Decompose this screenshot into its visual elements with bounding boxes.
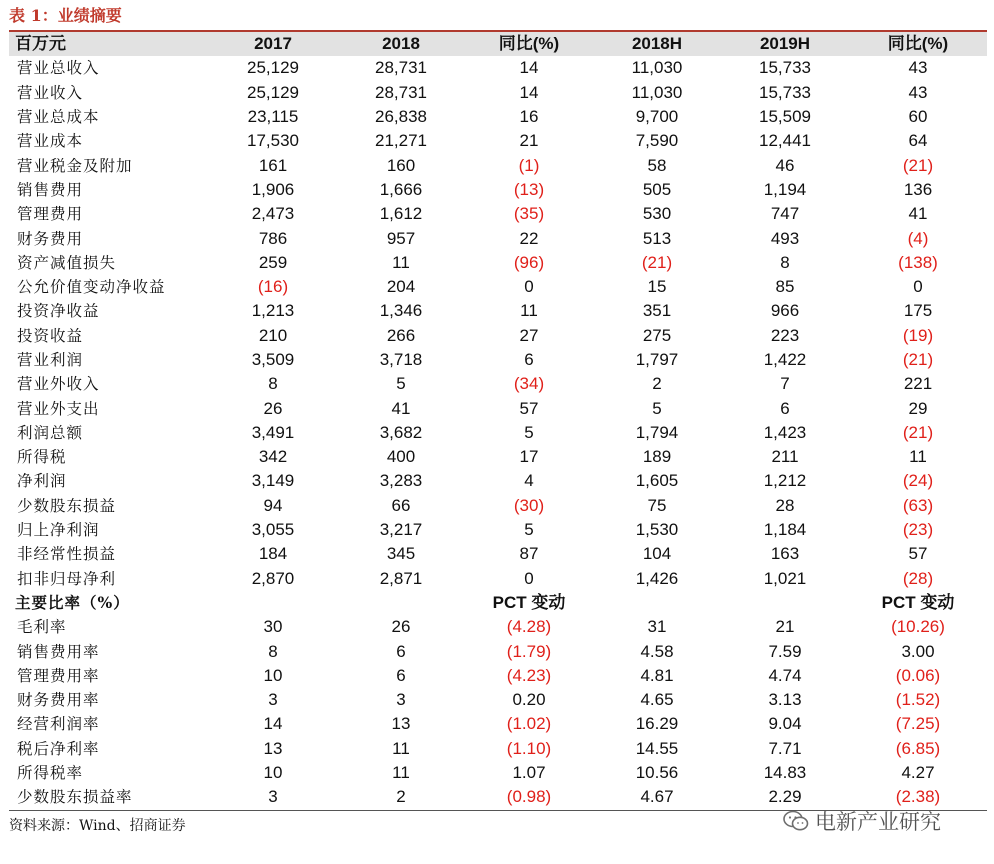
table-row xyxy=(9,445,987,469)
table-cell: PCT 变动 xyxy=(881,592,955,612)
table-cell xyxy=(337,591,465,615)
table-cell: 2 xyxy=(652,374,662,394)
table-cell: 2,473 xyxy=(251,204,295,224)
table-cell: PCT 变动 xyxy=(492,592,566,612)
table-cell: (138) xyxy=(898,252,938,272)
table-cell: 3.13 xyxy=(768,690,802,710)
table-cell: (1.52) xyxy=(895,690,941,710)
table-row xyxy=(9,664,987,688)
table-row xyxy=(9,639,987,663)
table-cell: 5 xyxy=(524,422,534,442)
table-cell: 57 xyxy=(519,398,539,418)
row-label: 销售费用率 xyxy=(17,642,100,661)
table-cell: 266 xyxy=(386,325,416,345)
table-cell: 11 xyxy=(392,252,410,272)
row-label: 少数股东损益率 xyxy=(9,785,209,810)
table-cell: 1.07 xyxy=(512,763,546,783)
table-cell: 43 xyxy=(908,58,928,78)
table-row xyxy=(9,153,987,177)
table-cell: 493 xyxy=(770,228,800,248)
table-cell: 43 xyxy=(908,82,928,102)
table-cell: (21) xyxy=(902,155,934,175)
row-label: 营业成本 xyxy=(17,132,84,151)
table-cell: 160 xyxy=(386,155,416,175)
table-cell: (21) xyxy=(902,422,934,442)
row-label: 营业总收入 xyxy=(17,59,100,78)
table-cell: 14.55 xyxy=(635,738,679,758)
table-cell: 16.29 xyxy=(635,714,679,734)
watermark-text: 电新产业研究 xyxy=(815,810,941,834)
table-cell: 1,797 xyxy=(635,350,679,369)
table-title: 表 1：业绩摘要 xyxy=(9,6,122,25)
row-label: 所得税率 xyxy=(17,764,84,783)
row-label: 营业收入 xyxy=(17,83,84,102)
table-cell: 11,030 xyxy=(631,58,683,78)
table-cell: (35) xyxy=(513,204,545,224)
header-cell-unit: 百万元 xyxy=(9,31,209,56)
table-row xyxy=(9,761,987,785)
table-cell: 9,700 xyxy=(635,107,679,127)
table-cell: (96) xyxy=(513,252,545,272)
table-cell: 7.71 xyxy=(768,738,802,758)
table-cell: 3 xyxy=(209,785,337,810)
table-cell: (2.38) xyxy=(849,785,987,810)
table-cell: 221 xyxy=(903,374,933,394)
table-cell: 175 xyxy=(903,301,933,321)
table-cell: 7.59 xyxy=(768,641,802,661)
table-cell: 1,212 xyxy=(763,471,807,491)
table-cell: 15,733 xyxy=(759,58,811,78)
table-row xyxy=(9,299,987,323)
row-label: 扣非归母净利 xyxy=(17,569,117,588)
table-cell: (16) xyxy=(257,277,289,297)
table-cell: 351 xyxy=(642,301,672,321)
table-cell: 8 xyxy=(780,252,790,272)
table-row xyxy=(9,542,987,566)
table-cell: 41 xyxy=(908,204,928,224)
row-label: 财务费用率 xyxy=(17,691,100,710)
table-cell: 11,030 xyxy=(631,82,683,102)
table-cell: 14.83 xyxy=(763,763,807,783)
table-cell: 4.74 xyxy=(768,665,802,685)
header-cell-2018: 2018 xyxy=(337,31,465,56)
table-cell: 0.20 xyxy=(512,690,546,710)
table-cell: 1,422 xyxy=(763,350,807,369)
table-cell: 14 xyxy=(519,82,539,102)
table-cell: 530 xyxy=(642,204,672,224)
table-cell: 28 xyxy=(775,495,795,515)
table-cell: 7 xyxy=(780,374,790,394)
table-row xyxy=(9,712,987,736)
table-cell: 2,871 xyxy=(379,568,423,588)
table-cell: 8 xyxy=(268,641,278,661)
table-cell: 21 xyxy=(775,617,795,637)
table-cell: 60 xyxy=(908,107,928,127)
table-cell: (1) xyxy=(518,155,540,175)
table-body xyxy=(9,56,987,810)
table-cell: 64 xyxy=(908,131,928,151)
table-cell: 0 xyxy=(524,277,534,297)
row-label: 所得税 xyxy=(17,448,67,467)
table-cell: 1,194 xyxy=(763,179,807,199)
table-cell: 957 xyxy=(386,228,416,248)
table-row xyxy=(9,251,987,275)
table-row xyxy=(9,56,987,80)
table-cell: 342 xyxy=(258,447,288,467)
table-cell: 786 xyxy=(258,228,288,248)
table-cell: 10 xyxy=(263,763,283,783)
table-row xyxy=(9,324,987,348)
table-cell: 6 xyxy=(396,641,406,661)
table-row xyxy=(9,129,987,153)
table-cell: (28) xyxy=(902,568,934,588)
table-cell: 513 xyxy=(642,228,672,248)
table-cell: 345 xyxy=(386,544,416,564)
table-row xyxy=(9,202,987,226)
table-cell: 4.67 xyxy=(593,785,721,810)
table-cell: 21,271 xyxy=(375,131,427,151)
table-row xyxy=(9,81,987,105)
header-cell-2017: 2017 xyxy=(209,31,337,56)
table-cell: 163 xyxy=(770,544,800,564)
table-cell: 57 xyxy=(908,544,928,564)
table-cell: 1,426 xyxy=(635,568,679,588)
table-cell: 0 xyxy=(913,277,923,297)
table-cell: 3,718 xyxy=(379,350,423,369)
table-cell: 1,213 xyxy=(251,301,295,321)
table-cell: 11 xyxy=(392,738,410,758)
table-row xyxy=(9,178,987,202)
row-label: 营业利润 xyxy=(17,351,84,369)
table-cell: 7,590 xyxy=(635,131,679,151)
table-cell: 9.04 xyxy=(768,714,802,734)
table-row xyxy=(9,615,987,639)
table-cell: 3,682 xyxy=(379,422,423,442)
row-label: 毛利率 xyxy=(17,618,67,637)
table-cell: 104 xyxy=(642,544,672,564)
table-cell: 184 xyxy=(258,544,288,564)
row-label: 主要比率（%） xyxy=(15,592,130,612)
header-cell-yoy-annual: 同比(%) xyxy=(465,31,593,56)
row-label: 利润总额 xyxy=(17,423,84,442)
table-cell: 94 xyxy=(263,495,283,515)
table-cell: (19) xyxy=(902,325,934,345)
row-label: 税后净利率 xyxy=(17,739,100,758)
table-cell: 5 xyxy=(396,374,406,394)
table-cell: 13 xyxy=(263,738,283,758)
table-cell: 10 xyxy=(263,665,283,685)
table-cell: 66 xyxy=(391,495,411,515)
row-label: 净利润 xyxy=(17,472,67,491)
table-cell: 27 xyxy=(519,325,539,345)
table-cell: 505 xyxy=(642,179,672,199)
table-row xyxy=(9,275,987,299)
table-cell: 3.00 xyxy=(901,641,935,661)
table-cell: 28,731 xyxy=(375,82,427,102)
table-cell: 87 xyxy=(519,544,539,564)
row-label: 归上净利润 xyxy=(17,521,100,540)
table-cell: 10.56 xyxy=(635,763,679,783)
financial-summary-table xyxy=(9,30,987,811)
table-cell: 3,509 xyxy=(251,350,295,369)
row-label: 营业总成本 xyxy=(17,108,100,127)
table-cell: 46 xyxy=(775,155,795,175)
table-cell: (63) xyxy=(902,495,934,515)
row-label: 销售费用 xyxy=(17,180,84,199)
table-cell: 223 xyxy=(770,325,800,345)
table-cell: 22 xyxy=(519,228,539,248)
wechat-icon xyxy=(783,810,809,832)
table-cell: 1,184 xyxy=(763,520,807,540)
table-cell: 1,906 xyxy=(251,179,295,199)
table-cell: 3,055 xyxy=(251,520,295,540)
table-cell: (21) xyxy=(641,252,673,272)
table-cell: 400 xyxy=(386,447,416,467)
table-cell: 8 xyxy=(268,374,278,394)
table-cell: 13 xyxy=(391,714,411,734)
table-cell: 4.27 xyxy=(901,763,935,783)
table-row xyxy=(9,737,987,761)
table-cell: 21 xyxy=(519,131,539,151)
table-cell: 4.81 xyxy=(640,665,674,685)
table-cell: 15,509 xyxy=(759,107,811,127)
row-label: 营业外支出 xyxy=(17,399,100,418)
table-cell: (30) xyxy=(513,495,545,515)
table-cell: 1,530 xyxy=(635,520,679,540)
table-cell: 1,666 xyxy=(379,179,423,199)
table-cell: 3,283 xyxy=(379,471,423,491)
table-cell: 966 xyxy=(770,301,800,321)
table-cell: 3,491 xyxy=(251,422,295,442)
table-cell: 4.58 xyxy=(640,641,674,661)
table-cell: (23) xyxy=(902,520,934,540)
table-cell: 1,605 xyxy=(635,471,679,491)
header-cell-2019h: 2019H xyxy=(721,31,849,56)
table-cell: (7.25) xyxy=(895,714,941,734)
row-label: 管理费用 xyxy=(17,205,84,224)
table-row xyxy=(9,421,987,445)
table-cell: 30 xyxy=(263,617,283,637)
header-cell-2018h: 2018H xyxy=(593,31,721,56)
table-cell: (21) xyxy=(902,350,934,369)
table-row xyxy=(9,105,987,129)
table-row xyxy=(9,348,987,372)
table-cell: (0.98) xyxy=(465,785,593,810)
table-cell: 161 xyxy=(258,155,288,175)
row-label: 经营利润率 xyxy=(17,715,100,734)
table-cell: 189 xyxy=(642,447,672,467)
table-cell xyxy=(721,591,849,615)
table-cell: 3,217 xyxy=(379,520,423,540)
table-cell: 210 xyxy=(258,325,288,345)
table-cell: 25,129 xyxy=(247,82,299,102)
table-cell: 26 xyxy=(391,617,411,637)
table-cell: 0 xyxy=(524,568,534,588)
row-label: 投资净收益 xyxy=(17,302,100,321)
table-cell: 14 xyxy=(263,714,283,734)
table-cell: 2 xyxy=(337,785,465,810)
table-cell: 204 xyxy=(386,277,416,297)
table-row xyxy=(9,469,987,493)
table-row xyxy=(9,396,987,420)
row-label: 资产减值损失 xyxy=(17,253,117,272)
table-cell: 3,149 xyxy=(251,471,295,491)
table-cell: 14 xyxy=(519,58,539,78)
table-cell: (4) xyxy=(907,228,929,248)
table-cell: 29 xyxy=(908,398,928,418)
table-cell: (13) xyxy=(513,179,545,199)
table-cell: 211 xyxy=(771,447,799,467)
table-cell: 11 xyxy=(520,301,538,321)
source-note: 资料来源：Wind、招商证券 xyxy=(9,818,186,834)
table-row xyxy=(9,226,987,250)
table-cell: (24) xyxy=(902,471,934,491)
table-cell: 1,612 xyxy=(379,204,423,224)
table-cell: 2,870 xyxy=(251,568,295,588)
table-cell: 58 xyxy=(647,155,667,175)
table-cell: 5 xyxy=(524,520,534,540)
table-cell: 25,129 xyxy=(247,58,299,78)
header-cell-yoy-half: 同比(%) xyxy=(849,31,987,56)
table-row xyxy=(9,518,987,542)
table-cell: (6.85) xyxy=(895,738,941,758)
table-cell: 6 xyxy=(780,398,790,418)
table-cell: 1,346 xyxy=(379,301,423,321)
table-cell: (4.28) xyxy=(506,617,552,637)
row-label: 营业税金及附加 xyxy=(17,156,133,175)
row-label: 非经常性损益 xyxy=(17,545,117,564)
table-cell: 41 xyxy=(391,398,411,418)
table-cell: (1.02) xyxy=(506,714,552,734)
table-cell xyxy=(593,591,721,615)
table-row xyxy=(9,567,987,591)
table-cell: 11 xyxy=(392,763,410,783)
table-cell: 15,733 xyxy=(759,82,811,102)
table-cell: 275 xyxy=(642,325,672,345)
table-cell: (0.06) xyxy=(895,665,941,685)
row-label: 财务费用 xyxy=(17,229,84,248)
table-row xyxy=(9,372,987,396)
table-cell xyxy=(209,591,337,615)
table-cell: (1.79) xyxy=(506,641,552,661)
table-cell: 1,794 xyxy=(635,422,679,442)
table-cell: 259 xyxy=(258,252,288,272)
table-cell: 6 xyxy=(524,350,534,369)
table-cell: 26,838 xyxy=(375,107,427,127)
table-cell: 3 xyxy=(268,690,278,710)
table-cell: 31 xyxy=(647,617,667,637)
table-cell: (10.26) xyxy=(891,617,945,637)
row-label: 营业外收入 xyxy=(17,375,100,394)
row-label: 公允价值变动净收益 xyxy=(17,278,166,297)
table-cell: 11 xyxy=(909,447,927,467)
watermark xyxy=(783,806,941,836)
table-cell: (4.23) xyxy=(506,665,552,685)
table-cell: 16 xyxy=(519,107,539,127)
table-cell: (1.10) xyxy=(506,738,552,758)
table-header-row xyxy=(9,31,987,56)
table-cell: 1,021 xyxy=(763,568,807,588)
row-label: 投资收益 xyxy=(17,326,84,345)
table-cell: 85 xyxy=(775,277,795,297)
table-row xyxy=(9,494,987,518)
table-cell: 26 xyxy=(263,398,283,418)
table-row xyxy=(9,688,987,712)
table-cell: 6 xyxy=(396,665,406,685)
table-cell: 15 xyxy=(647,277,667,297)
row-label: 管理费用率 xyxy=(17,666,100,685)
table-cell: 12,441 xyxy=(759,131,811,151)
table-cell: 3 xyxy=(396,690,406,710)
table-cell: 136 xyxy=(903,179,933,199)
table-cell: (34) xyxy=(513,374,545,394)
table-cell: 5 xyxy=(652,398,662,418)
row-label: 少数股东损益 xyxy=(17,496,117,515)
table-cell: 1,423 xyxy=(763,422,807,442)
table-cell: 4.65 xyxy=(640,690,674,710)
table-cell: 75 xyxy=(647,495,667,515)
table-cell: 17,530 xyxy=(247,131,299,151)
table-cell: 23,115 xyxy=(247,107,299,127)
table-cell: 2.29 xyxy=(721,785,849,810)
table-cell: 4 xyxy=(524,471,534,491)
table-cell: 747 xyxy=(770,204,800,224)
table-cell: 17 xyxy=(519,447,539,467)
table-cell: 28,731 xyxy=(375,58,427,78)
table-section-row xyxy=(9,591,987,615)
